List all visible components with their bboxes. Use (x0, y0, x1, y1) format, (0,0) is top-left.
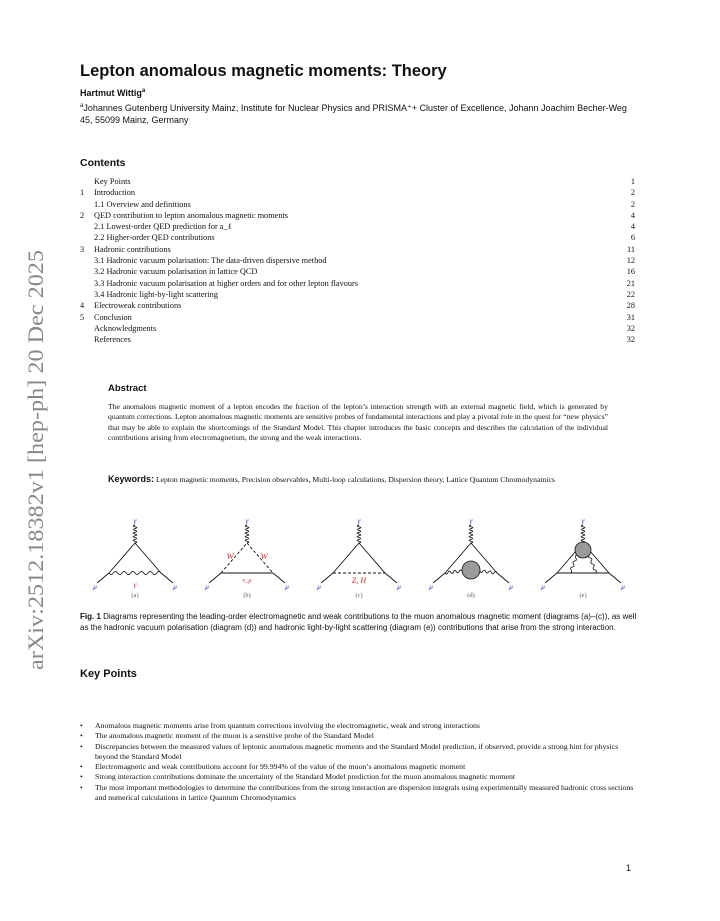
panel-label: (b) (243, 592, 251, 599)
page-number: 1 (626, 863, 632, 873)
affiliation-text: Johannes Gutenberg University Mainz, Institute for Nuclear Physics and PRISMA⁺+ Cluster of Excellence, Johann Joachim Becher-Weg 45, 55099 Mainz, Germany (80, 103, 627, 125)
toc-entry-number: 1 (80, 188, 85, 198)
contents-heading: Contents (80, 157, 126, 169)
toc-entry-title: 3.2 Hadronic vacuum polarisation in lattice QCD (94, 267, 258, 277)
toc-entry[interactable] (80, 289, 635, 300)
toc-entry-title: 1.1 Overview and definitions (94, 199, 191, 209)
toc-entry-title: 3.3 Hadronic vacuum polarisation at higher orders and for other lepton flavours (94, 278, 359, 288)
panel-label: (c) (355, 592, 363, 599)
feynman-diagrams-figure (80, 515, 640, 605)
toc-entry-page: 21 (626, 278, 635, 288)
toc-entry-page: 32 (626, 323, 635, 333)
affiliation (80, 100, 640, 126)
external-photon-line (133, 525, 137, 543)
keywords (108, 474, 608, 485)
toc-entry-title: 3.1 Hadronic vacuum polarisation: The data-driven dispersive method (94, 256, 327, 266)
left-arm-line (333, 543, 359, 573)
figure-caption (80, 612, 638, 633)
keywords-text: Lepton magnetic moments, Precision observables, Multi-loop calculations, Dispersion theory, Lattice Quantum Chromodynamics (155, 475, 555, 484)
external-photon-line (581, 525, 585, 543)
muon-label: μ (541, 582, 545, 591)
diagram-panel (429, 516, 513, 599)
toc-entry-page: 28 (626, 301, 635, 311)
toc-entry-number: 2 (80, 210, 85, 220)
key-point-item: • Anomalous magnetic moments arise from quantum corrections involving the electromagnetic, weak and strong interactions (80, 721, 635, 731)
muon-label: μ (621, 582, 625, 591)
toc-entry[interactable] (80, 199, 635, 210)
abstract-body: The anomalous magnetic moment of a lepton encodes the fraction of the lepton’s interaction strength with an external magnetic field, which is generated by quantum corrections. Lepton anomalous magnetic moments are sensitive probes of fundamental interactions and play a pivotal role in the quest for “new physics” that may be able to explain the shortcomings of the Standard Model. This chapter introduces the basic concepts and describes the calculation of the individual contributions arising from electromagnetism, the strong and the weak interactions. (108, 402, 608, 442)
internal-photon-line (570, 555, 577, 573)
key-points-heading: Key Points (80, 668, 137, 680)
outgoing-muon-line (609, 573, 621, 583)
outgoing-muon-line (161, 573, 173, 583)
feynman-diagrams-svg (80, 515, 640, 605)
toc-entry[interactable] (80, 266, 635, 277)
toc-entry[interactable] (80, 244, 635, 255)
left-arm-line (221, 543, 247, 573)
toc-entry-page: 4 (630, 222, 635, 232)
toc-entry-page: 1 (630, 177, 635, 186)
toc-entry[interactable] (80, 221, 635, 232)
photon-label: γ (469, 516, 473, 525)
toc-entry[interactable] (80, 232, 635, 243)
incoming-muon-line (321, 573, 333, 583)
muon-label: μ (509, 582, 513, 591)
diagram-panel (541, 516, 625, 599)
incoming-muon-line (209, 573, 221, 583)
panel-label: (e) (579, 592, 587, 599)
muon-label: μ (93, 582, 97, 591)
right-arm-line (359, 543, 385, 573)
muon-label: μ (317, 582, 321, 591)
toc-entry-title: 3.4 Hadronic light-by-light scattering (94, 289, 218, 299)
arxiv-side-stamp (8, 250, 68, 670)
paper-title: Lepton anomalous magnetic moments: Theory (80, 62, 447, 80)
hadronic-blob (462, 561, 480, 579)
toc-entry-title: 2.2 Higher-order QED contributions (94, 233, 215, 243)
toc-entry[interactable] (80, 210, 635, 221)
affiliation-mark: a (80, 103, 84, 109)
toc-entry-page: 6 (630, 233, 635, 243)
toc-entry-number: 3 (80, 244, 85, 254)
photon-label: γ (133, 516, 137, 525)
author-name: Hartmut Wittig (80, 88, 142, 98)
arxiv-stamp-svg (8, 250, 68, 670)
toc-entry-page: 22 (626, 289, 635, 299)
photon-label: γ (581, 516, 585, 525)
key-points-list (80, 721, 635, 803)
toc-entry-number: 4 (80, 301, 85, 311)
toc-entry-page: 32 (626, 335, 635, 345)
arxiv-stamp-text: arXiv:2512.18382v1 [hep-ph] 20 Dec 2025 (23, 288, 48, 670)
toc-entry-title: References (94, 335, 131, 345)
toc-entry-title: Key Points (94, 177, 131, 186)
toc-entry-title: 2.1 Lowest-order QED prediction for a_ℓ (94, 222, 232, 232)
muon-label: μ (205, 582, 209, 591)
toc-entry[interactable] (80, 176, 635, 187)
keywords-label: Keywords: (108, 474, 155, 484)
right-arm-line (135, 543, 161, 573)
diagram-panel (93, 516, 177, 599)
z-higgs-label: Z, H (351, 576, 367, 585)
incoming-muon-line (97, 573, 109, 583)
key-point-item: • Electromagnetic and weak contributions account for 99.994% of the value of the muon’s anomalous magnetic moment (80, 762, 635, 772)
toc-entry-page: 2 (630, 199, 635, 209)
photon-label: γ (245, 516, 249, 525)
photon-label: γ (357, 516, 361, 525)
muon-label: μ (285, 582, 289, 591)
toc-entry[interactable] (80, 300, 635, 311)
table-of-contents (80, 176, 635, 345)
internal-photon-line (109, 571, 161, 574)
toc-entry-title: Electroweak contributions (94, 301, 182, 311)
toc-entry-page: 4 (630, 210, 635, 220)
toc-entry-page: 16 (626, 267, 635, 277)
caption-label: Fig. 1 (80, 612, 101, 621)
diagram-panel (205, 516, 289, 599)
toc-entry-title: Acknowledgments (94, 323, 157, 333)
muon-label: μ (173, 582, 177, 591)
left-arm-line (109, 543, 135, 573)
toc-entry-page: 31 (626, 312, 635, 322)
key-point-item: • Discrepancies between the measured values of leptonic anomalous magnetic moments and the Standard Model prediction, if observed, provide a strong hint for physics beyond the Standard Model (80, 742, 635, 763)
neutrino-label: ν_μ (242, 577, 252, 584)
outgoing-muon-line (497, 573, 509, 583)
toc-entry[interactable] (80, 278, 635, 289)
toc-entry[interactable] (80, 323, 635, 334)
toc-entry-title: Introduction (94, 188, 136, 198)
external-photon-line (357, 525, 361, 543)
key-point-item: • Strong interaction contributions dominate the uncertainty of the Standard Model prediction for the muon anomalous magnetic moment (80, 772, 635, 782)
key-point-item: • The most important methodologies to determine the contributions from the strong interaction are dispersion integrals using experimentally measured hadronic cross sections and numerical calculations in lattice Quantum Chromodynamics (80, 783, 635, 804)
author-line (80, 88, 145, 98)
incoming-muon-line (433, 573, 445, 583)
w-boson-label: W (260, 551, 268, 561)
author-affil-mark: a (141, 88, 146, 94)
inner-photon-label: γ (133, 580, 137, 589)
panel-label: (d) (467, 592, 475, 599)
outgoing-muon-line (273, 573, 285, 583)
key-point-item: • The anomalous magnetic moment of the muon is a sensitive probe of the Standard Model (80, 731, 635, 741)
caption-text: Diagrams representing the leading-order electromagnetic and weak contributions to the muon anomalous magnetic moment (diagrams (a)–(c)), as well as the hadronic vacuum polarisation (diagram (d)) and hadronic light-by-light scattering (diagram (e)) contributions that arise from the strong interaction. (80, 612, 637, 632)
toc-entry-page: 11 (627, 244, 635, 254)
toc-entry-title: Hadronic contributions (94, 244, 171, 254)
w-boson-label: W (226, 551, 234, 561)
toc-entry[interactable] (80, 255, 635, 266)
toc-entry[interactable] (80, 334, 635, 345)
toc-entry-page: 2 (630, 188, 635, 198)
incoming-muon-line (545, 573, 557, 583)
external-photon-line (469, 525, 473, 543)
panel-label: (a) (131, 592, 139, 599)
diagram-panel (317, 516, 401, 599)
outgoing-muon-line (385, 573, 397, 583)
toc-entry-title: Conclusion (94, 312, 132, 322)
toc-entry-title: QED contribution to lepton anomalous magnetic moments (94, 210, 289, 220)
muon-label: μ (429, 582, 433, 591)
toc-entry[interactable] (80, 187, 635, 198)
external-photon-line (245, 525, 249, 543)
muon-label: μ (397, 582, 401, 591)
hadronic-blob (575, 542, 591, 558)
toc-entry-page: 12 (626, 256, 635, 266)
toc-entry-number: 5 (80, 312, 85, 322)
abstract-heading: Abstract (108, 383, 147, 394)
toc-entry[interactable] (80, 312, 635, 323)
